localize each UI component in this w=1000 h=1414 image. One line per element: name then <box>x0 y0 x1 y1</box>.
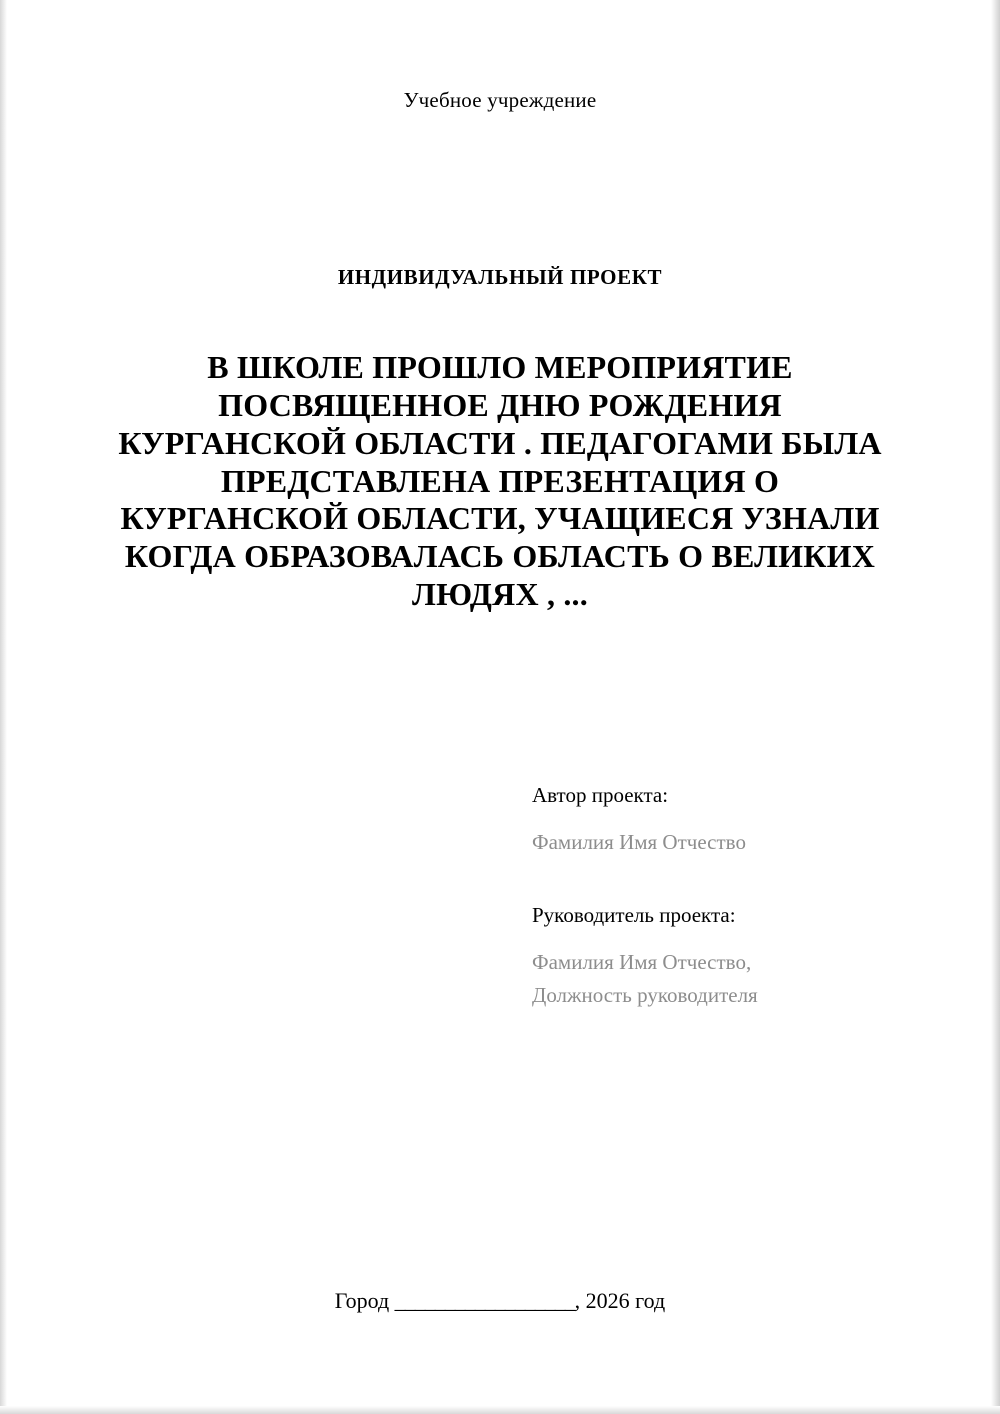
supervisor-position-placeholder: Должность руководителя <box>532 983 758 1007</box>
city-blank-line: __________________ <box>394 1288 575 1313</box>
institution-name: Учебное учреждение <box>403 88 597 112</box>
supervisor-label: Руководитель проекта: <box>532 903 736 927</box>
page-edge-shadow-right <box>991 0 1000 1414</box>
author-label: Автор проекта: <box>532 783 669 807</box>
supervisor-name-placeholder: Фамилия Имя Отчество, <box>532 950 752 974</box>
credits-block <box>532 785 952 1012</box>
page-edge-shadow-left <box>0 0 7 1414</box>
page-title: В ШКОЛЕ ПРОШЛО МЕРОПРИЯТИЕ ПОСВЯЩЕННОЕ ДНЮ РОЖДЕНИЯ КУРГАНСКОЙ ОБЛАСТИ . ПЕДАГОГАМИ БЫЛА ПРЕДСТАВЛЕНА ПРЕЗЕНТАЦИЯ О КУРГАНСКОЙ ОБЛАСТИ, УЧАЩИЕСЯ УЗНАЛИ КОГДА ОБРАЗОВАЛАСЬ ОБЛАСТЬ О ВЕЛИКИХ ЛЮДЯХ , ... <box>118 349 882 612</box>
page-edge-shadow-bottom <box>0 1406 1000 1414</box>
footer-city-year <box>0 1288 1000 1314</box>
project-kind-label: ИНДИВИДУАЛЬНЫЙ ПРОЕКТ <box>337 265 663 289</box>
year-text: , 2026 год <box>574 1288 666 1313</box>
city-label: Город <box>334 1288 390 1313</box>
author-name-placeholder: Фамилия Имя Отчество <box>532 830 746 854</box>
